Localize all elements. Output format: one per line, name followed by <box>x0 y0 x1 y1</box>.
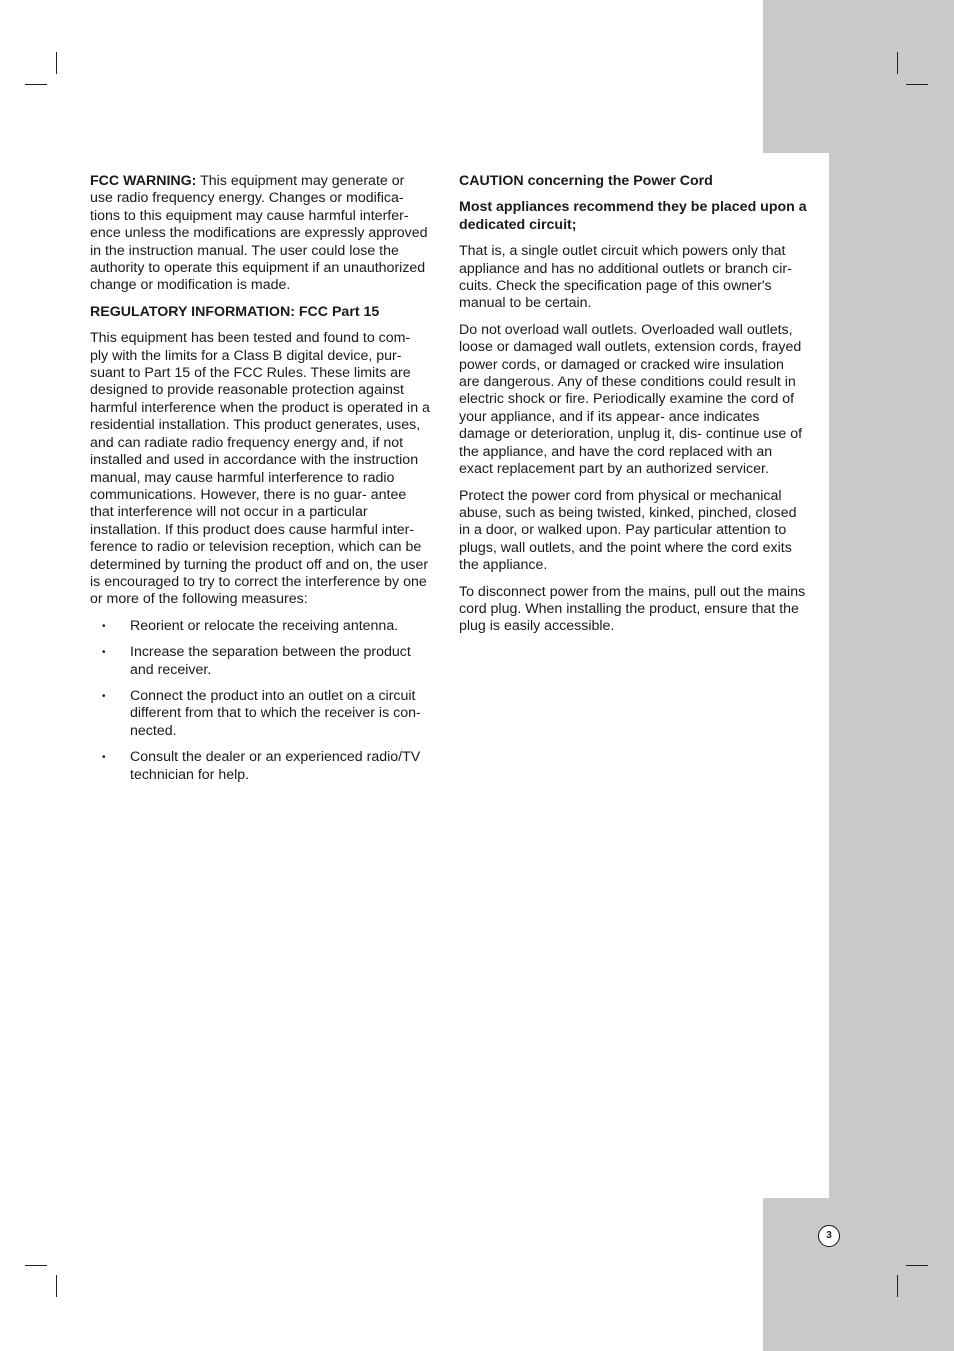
crop-mark <box>906 1265 928 1266</box>
caution-heading: CAUTION concerning the Power Cord <box>459 173 713 189</box>
body-paragraph: That is, a single outlet circuit which powers only that appliance and has no additional outlets or branch cir- cuits. Check the specification page of this owner's manual to be certain. <box>459 243 792 312</box>
fcc-warning-paragraph <box>90 173 430 295</box>
crop-mark <box>56 52 57 74</box>
side-margin-top <box>763 0 954 153</box>
crop-mark <box>25 1265 47 1266</box>
list-item: • Consult the dealer or an experienced radio/TV technician for help. <box>90 749 430 784</box>
side-margin-tab <box>829 153 954 1198</box>
fcc-warning-text: This equipment may generate or use radio frequency energy. Changes or modifica- tions to this equipment may cause harmful interfer- ence unless the modifications are expressly approved in the instruction manual. The user could lose the authority to operate this equipment if an unauthorized change or modification is made. <box>90 173 428 294</box>
body-paragraph: Do not overload wall outlets. Overloaded wall outlets, loose or damaged wall outlets, extension cords, frayed power cords, or damaged or cracked wire insulation are dangerous. Any of these conditions could result in electric shock or fire. Periodically examine the cord of your appliance, and if its appear- ance indicates damage or deterioration, unplug it, dis- continue use of the appliance, and have the cord replaced with an exact replacement part by an authorized servicer. <box>459 321 803 478</box>
crop-mark <box>25 84 47 85</box>
list-item: • Connect the product into an outlet on a circuit different from that to which the receiver is con- nected. <box>90 688 430 740</box>
list-item: • Reorient or relocate the receiving antenna. <box>90 618 430 635</box>
measures-list <box>90 618 430 784</box>
regulatory-paragraph: This equipment has been tested and found to com- ply with the limits for a Class B digital device, pur- suant to Part 15 of the FCC Rules. These limits are designed to provide reasonable protection against harmful interference when the product is operated in a residential installation. This product generates, uses, and can radiate radio frequency energy and, if not installed and used in accordance with the instruction manual, may cause harmful interference to radio communications. However, there is no guar- antee that interference will not occur in a particular installation. If this product does cause harmful inter- ference to radio or television reception, which can be determined by turning the product off and on, the user is encouraged to try to correct the interference by one or more of the following measures: <box>90 330 430 608</box>
crop-mark <box>56 1275 57 1297</box>
fcc-warning-label: FCC WARNING: <box>90 173 197 189</box>
regulatory-heading: REGULATORY INFORMATION: FCC Part 15 <box>90 303 380 320</box>
body-paragraph: To disconnect power from the mains, pull out the mains cord plug. When installing the product, ensure that the plug is easily accessible. <box>459 583 806 635</box>
crop-mark <box>906 84 928 85</box>
page-number: 3 <box>818 1225 840 1247</box>
crop-mark <box>897 1275 898 1297</box>
crop-mark <box>897 52 898 74</box>
left-column <box>90 173 430 793</box>
side-margin-bottom <box>763 1198 954 1351</box>
list-item: • Increase the separation between the product and receiver. <box>90 644 430 679</box>
right-column <box>459 173 807 645</box>
body-paragraph: Protect the power cord from physical or mechanical abuse, such as being twisted, kinked, pinched, closed in a door, or walked upon. Pay particular attention to plugs, wall outlets, and the point where the cord exits the appliance. <box>459 487 797 574</box>
dedicated-circuit-heading: Most appliances recommend they be placed upon a dedicated circuit; <box>459 199 807 233</box>
